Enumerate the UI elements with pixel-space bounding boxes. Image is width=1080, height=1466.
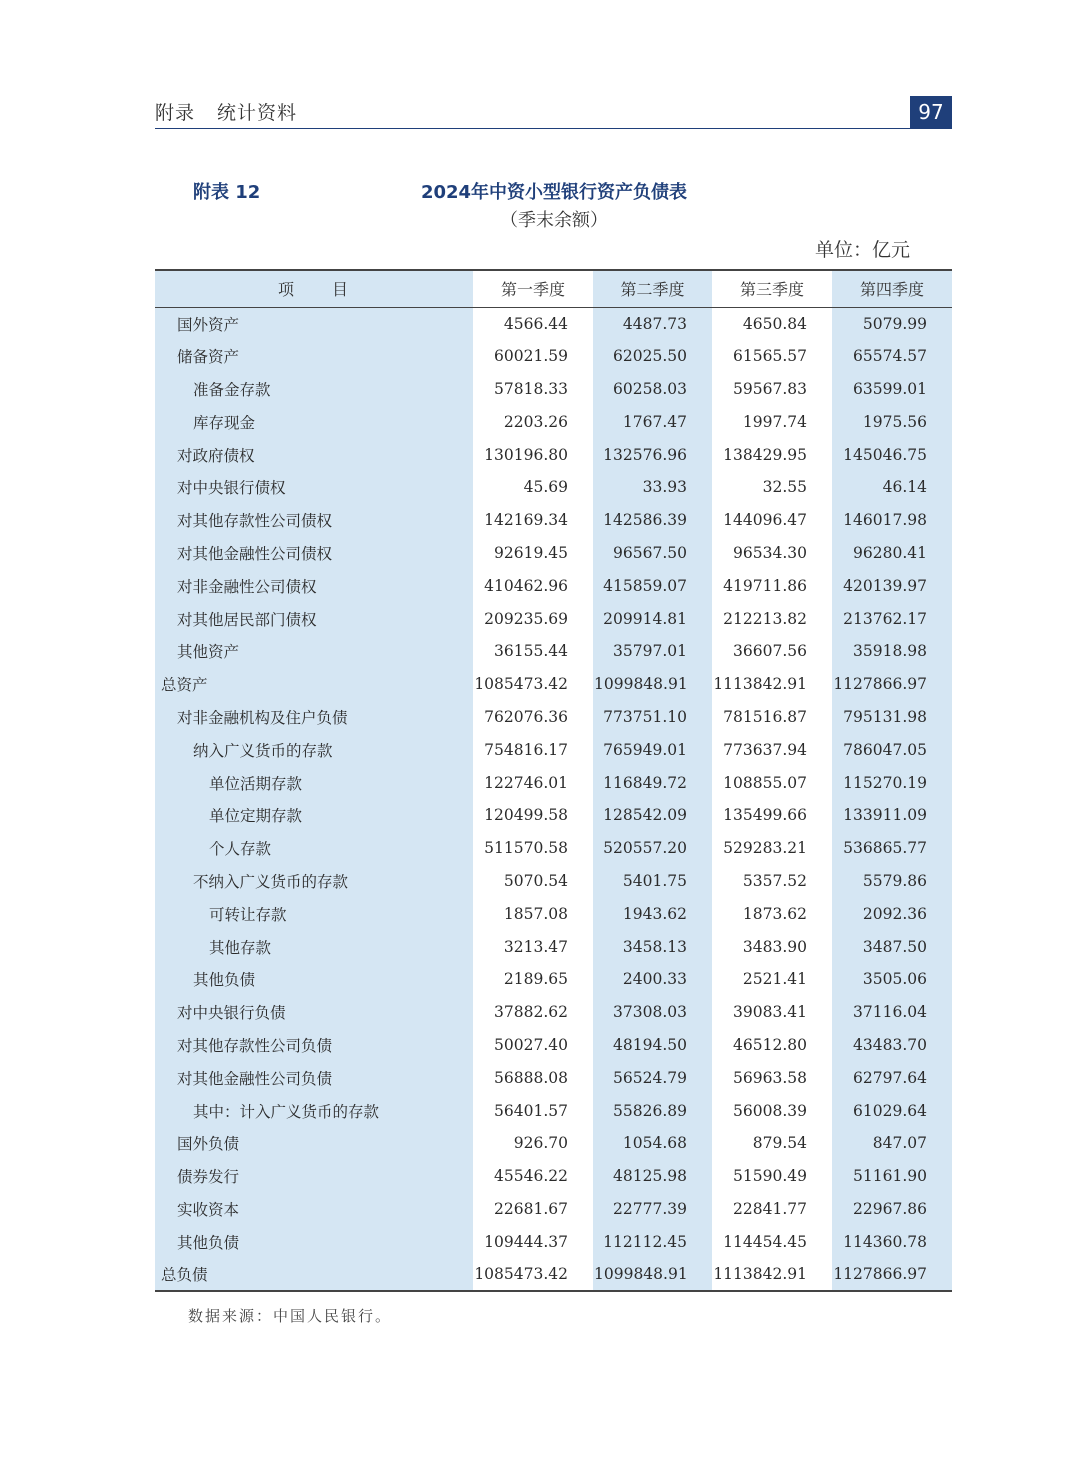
section-label: 附录 — [155, 102, 196, 124]
cell-q1: 2203.26 — [473, 405, 593, 438]
cell-q2: 33.93 — [593, 471, 712, 504]
cell-q1: 410462.96 — [473, 569, 593, 602]
balance-sheet-table — [155, 269, 952, 1292]
cell-q1: 1085473.42 — [473, 1258, 593, 1291]
cell-q4: 3505.06 — [832, 963, 952, 996]
cell-q1: 130196.80 — [473, 438, 593, 471]
row-label: 对其他存款性公司债权 — [155, 504, 473, 537]
cell-q1: 5070.54 — [473, 865, 593, 898]
table-body — [155, 307, 952, 1291]
cell-q4: 1127866.97 — [832, 1258, 952, 1291]
unit-label: 单位：亿元 — [814, 239, 910, 261]
table-row — [155, 1029, 952, 1062]
cell-q1: 92619.45 — [473, 537, 593, 570]
cell-q3: 135499.66 — [712, 799, 832, 832]
cell-q3: 114454.45 — [712, 1225, 832, 1258]
cell-q4: 37116.04 — [832, 996, 952, 1029]
row-label: 对其他金融性公司债权 — [155, 537, 473, 570]
table-row — [155, 405, 952, 438]
cell-q3: 212213.82 — [712, 602, 832, 635]
row-label: 对其他金融性公司负债 — [155, 1061, 473, 1094]
cell-q3: 108855.07 — [712, 766, 832, 799]
cell-q4: 35918.98 — [832, 635, 952, 668]
table-row — [155, 1061, 952, 1094]
row-label: 其他负债 — [155, 1225, 473, 1258]
page-number: 97 — [910, 96, 952, 128]
cell-q4: 115270.19 — [832, 766, 952, 799]
cell-q3: 96534.30 — [712, 537, 832, 570]
row-label: 其他负债 — [155, 963, 473, 996]
table-row — [155, 832, 952, 865]
cell-q2: 62025.50 — [593, 340, 712, 373]
cell-q2: 1099848.91 — [593, 668, 712, 701]
cell-q1: 60021.59 — [473, 340, 593, 373]
cell-q1: 50027.40 — [473, 1029, 593, 1062]
row-label: 纳入广义货币的存款 — [155, 733, 473, 766]
cell-q3: 2521.41 — [712, 963, 832, 996]
cell-q2: 1943.62 — [593, 897, 712, 930]
row-label: 单位定期存款 — [155, 799, 473, 832]
cell-q3: 879.54 — [712, 1127, 832, 1160]
cell-q4: 46.14 — [832, 471, 952, 504]
table-row — [155, 930, 952, 963]
row-label: 国外资产 — [155, 307, 473, 340]
table-row — [155, 1258, 952, 1291]
cell-q2: 128542.09 — [593, 799, 712, 832]
column-header-q4: 第四季度 — [832, 270, 952, 307]
row-label: 对非金融性公司债权 — [155, 569, 473, 602]
cell-q4: 1127866.97 — [832, 668, 952, 701]
table-row — [155, 340, 952, 373]
cell-q3: 529283.21 — [712, 832, 832, 865]
cell-q1: 1857.08 — [473, 897, 593, 930]
cell-q4: 5579.86 — [832, 865, 952, 898]
cell-q4: 1975.56 — [832, 405, 952, 438]
table-row — [155, 963, 952, 996]
cell-q4: 536865.77 — [832, 832, 952, 865]
cell-q1: 142169.34 — [473, 504, 593, 537]
row-label: 单位活期存款 — [155, 766, 473, 799]
cell-q4: 420139.97 — [832, 569, 952, 602]
cell-q3: 61565.57 — [712, 340, 832, 373]
cell-q2: 142586.39 — [593, 504, 712, 537]
cell-q4: 22967.86 — [832, 1193, 952, 1226]
cell-q4: 795131.98 — [832, 701, 952, 734]
cell-q2: 2400.33 — [593, 963, 712, 996]
cell-q1: 57818.33 — [473, 373, 593, 406]
cell-q3: 1113842.91 — [712, 1258, 832, 1291]
cell-q4: 847.07 — [832, 1127, 952, 1160]
cell-q1: 3213.47 — [473, 930, 593, 963]
cell-q1: 45.69 — [473, 471, 593, 504]
cell-q1: 762076.36 — [473, 701, 593, 734]
cell-q3: 1873.62 — [712, 897, 832, 930]
cell-q2: 520557.20 — [593, 832, 712, 865]
cell-q2: 55826.89 — [593, 1094, 712, 1127]
table-subtitle: （季末余额） — [500, 210, 608, 231]
cell-q1: 45546.22 — [473, 1160, 593, 1193]
cell-q2: 773751.10 — [593, 701, 712, 734]
column-header-item: 项 目 — [155, 270, 473, 307]
row-label: 国外负债 — [155, 1127, 473, 1160]
table-row — [155, 504, 952, 537]
table-row — [155, 1193, 952, 1226]
table-row — [155, 1225, 952, 1258]
cell-q1: 511570.58 — [473, 832, 593, 865]
table-row — [155, 799, 952, 832]
cell-q1: 1085473.42 — [473, 668, 593, 701]
table-row — [155, 602, 952, 635]
cell-q1: 22681.67 — [473, 1193, 593, 1226]
column-header-q1: 第一季度 — [473, 270, 593, 307]
cell-q1: 4566.44 — [473, 307, 593, 340]
cell-q1: 122746.01 — [473, 766, 593, 799]
row-label: 其他存款 — [155, 930, 473, 963]
table-row — [155, 438, 952, 471]
cell-q3: 1113842.91 — [712, 668, 832, 701]
row-label: 对其他居民部门债权 — [155, 602, 473, 635]
cell-q3: 3483.90 — [712, 930, 832, 963]
cell-q3: 419711.86 — [712, 569, 832, 602]
cell-q2: 209914.81 — [593, 602, 712, 635]
cell-q2: 765949.01 — [593, 733, 712, 766]
row-label: 实收资本 — [155, 1193, 473, 1226]
column-header-q3: 第三季度 — [712, 270, 832, 307]
row-label: 对政府债权 — [155, 438, 473, 471]
cell-q1: 36155.44 — [473, 635, 593, 668]
table-row — [155, 307, 952, 340]
cell-q4: 145046.75 — [832, 438, 952, 471]
row-label: 个人存款 — [155, 832, 473, 865]
cell-q4: 114360.78 — [832, 1225, 952, 1258]
source-note: 数据来源：中国人民银行。 — [188, 1307, 393, 1325]
cell-q2: 22777.39 — [593, 1193, 712, 1226]
table-title: 2024年中资小型银行资产负债表 — [420, 182, 688, 203]
cell-q2: 132576.96 — [593, 438, 712, 471]
table-row — [155, 1127, 952, 1160]
cell-q3: 22841.77 — [712, 1193, 832, 1226]
column-header-q2: 第二季度 — [593, 270, 712, 307]
cell-q2: 4487.73 — [593, 307, 712, 340]
cell-q4: 786047.05 — [832, 733, 952, 766]
cell-q2: 48125.98 — [593, 1160, 712, 1193]
table-row — [155, 766, 952, 799]
cell-q3: 781516.87 — [712, 701, 832, 734]
table-row — [155, 733, 952, 766]
cell-q2: 37308.03 — [593, 996, 712, 1029]
table-row — [155, 865, 952, 898]
cell-q2: 56524.79 — [593, 1061, 712, 1094]
table-row — [155, 701, 952, 734]
cell-q2: 415859.07 — [593, 569, 712, 602]
cell-q2: 1767.47 — [593, 405, 712, 438]
cell-q3: 39083.41 — [712, 996, 832, 1029]
cell-q1: 926.70 — [473, 1127, 593, 1160]
cell-q4: 213762.17 — [832, 602, 952, 635]
cell-q1: 120499.58 — [473, 799, 593, 832]
row-label: 对中央银行负债 — [155, 996, 473, 1029]
cell-q3: 56008.39 — [712, 1094, 832, 1127]
cell-q2: 112112.45 — [593, 1225, 712, 1258]
cell-q4: 146017.98 — [832, 504, 952, 537]
cell-q4: 65574.57 — [832, 340, 952, 373]
table-number: 附表 12 — [193, 182, 261, 203]
row-label: 对中央银行债权 — [155, 471, 473, 504]
cell-q4: 43483.70 — [832, 1029, 952, 1062]
cell-q2: 1099848.91 — [593, 1258, 712, 1291]
cell-q3: 1997.74 — [712, 405, 832, 438]
row-label: 对非金融机构及住户负债 — [155, 701, 473, 734]
cell-q1: 56401.57 — [473, 1094, 593, 1127]
running-header — [155, 98, 952, 129]
cell-q1: 37882.62 — [473, 996, 593, 1029]
table-row — [155, 569, 952, 602]
cell-q4: 5079.99 — [832, 307, 952, 340]
cell-q3: 46512.80 — [712, 1029, 832, 1062]
cell-q3: 51590.49 — [712, 1160, 832, 1193]
table-row — [155, 471, 952, 504]
cell-q1: 109444.37 — [473, 1225, 593, 1258]
table-row — [155, 1094, 952, 1127]
row-label: 其中：计入广义货币的存款 — [155, 1094, 473, 1127]
table-row — [155, 1160, 952, 1193]
cell-q3: 773637.94 — [712, 733, 832, 766]
cell-q3: 32.55 — [712, 471, 832, 504]
table-header-row — [155, 270, 952, 307]
table-row — [155, 897, 952, 930]
cell-q4: 51161.90 — [832, 1160, 952, 1193]
row-label: 总资产 — [155, 668, 473, 701]
cell-q1: 56888.08 — [473, 1061, 593, 1094]
row-label: 对其他存款性公司负债 — [155, 1029, 473, 1062]
cell-q2: 116849.72 — [593, 766, 712, 799]
cell-q3: 36607.56 — [712, 635, 832, 668]
cell-q2: 60258.03 — [593, 373, 712, 406]
cell-q4: 63599.01 — [832, 373, 952, 406]
cell-q1: 754816.17 — [473, 733, 593, 766]
balance-sheet-table-container — [155, 269, 952, 1292]
row-label: 准备金存款 — [155, 373, 473, 406]
table-row — [155, 668, 952, 701]
subsection-label: 统计资料 — [217, 102, 298, 124]
table-row — [155, 373, 952, 406]
table-row — [155, 635, 952, 668]
section-title — [155, 98, 319, 125]
cell-q3: 4650.84 — [712, 307, 832, 340]
cell-q3: 5357.52 — [712, 865, 832, 898]
cell-q2: 48194.50 — [593, 1029, 712, 1062]
cell-q4: 96280.41 — [832, 537, 952, 570]
cell-q4: 2092.36 — [832, 897, 952, 930]
cell-q2: 35797.01 — [593, 635, 712, 668]
cell-q3: 138429.95 — [712, 438, 832, 471]
row-label: 不纳入广义货币的存款 — [155, 865, 473, 898]
cell-q3: 144096.47 — [712, 504, 832, 537]
cell-q2: 1054.68 — [593, 1127, 712, 1160]
row-label: 其他资产 — [155, 635, 473, 668]
cell-q4: 3487.50 — [832, 930, 952, 963]
row-label: 总负债 — [155, 1258, 473, 1291]
cell-q4: 61029.64 — [832, 1094, 952, 1127]
row-label: 库存现金 — [155, 405, 473, 438]
cell-q3: 59567.83 — [712, 373, 832, 406]
cell-q2: 96567.50 — [593, 537, 712, 570]
cell-q4: 62797.64 — [832, 1061, 952, 1094]
row-label: 可转让存款 — [155, 897, 473, 930]
row-label: 债券发行 — [155, 1160, 473, 1193]
cell-q1: 2189.65 — [473, 963, 593, 996]
cell-q1: 209235.69 — [473, 602, 593, 635]
cell-q2: 5401.75 — [593, 865, 712, 898]
cell-q3: 56963.58 — [712, 1061, 832, 1094]
cell-q4: 133911.09 — [832, 799, 952, 832]
cell-q2: 3458.13 — [593, 930, 712, 963]
table-row — [155, 537, 952, 570]
table-row — [155, 996, 952, 1029]
row-label: 储备资产 — [155, 340, 473, 373]
